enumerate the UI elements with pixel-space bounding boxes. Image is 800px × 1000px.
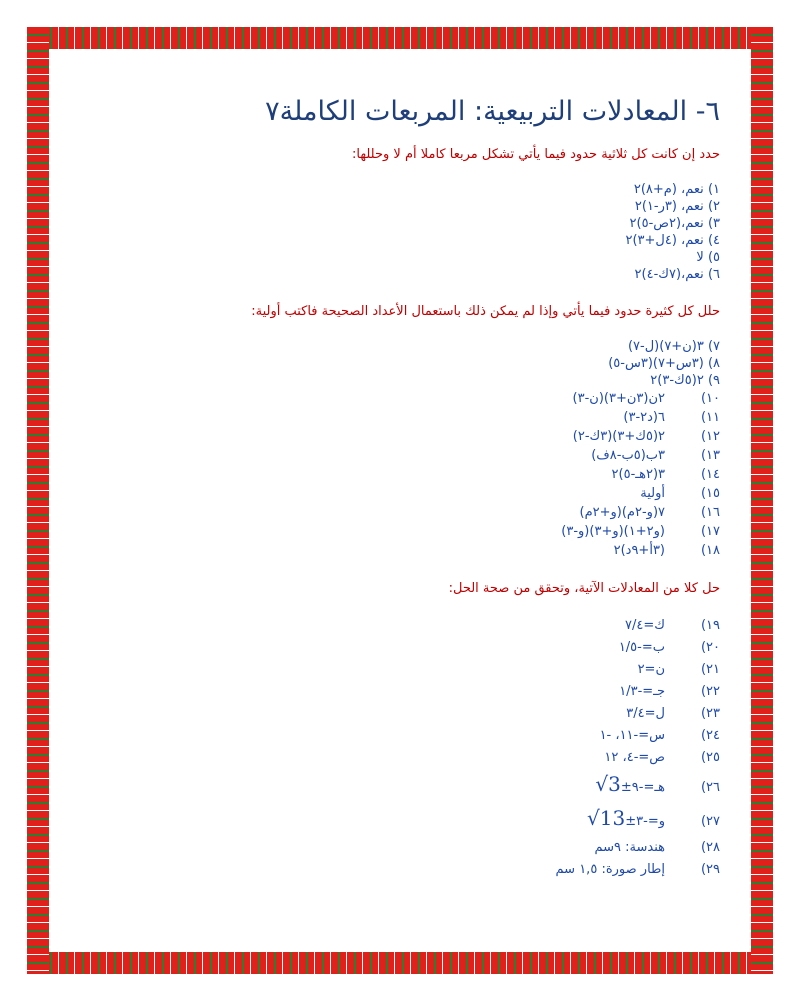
answer-22: ٢٢)جـ=-١/٣ (619, 684, 720, 699)
section-3-instruction: حل كلا من المعادلات الآتية، وتحقق من صحة الحل: (448, 581, 720, 596)
answer-4: ٤) نعم، (٤ل+٣)٢ (625, 233, 720, 248)
decorative-border-right (751, 27, 773, 974)
answer-15: ١٥)أولية (640, 486, 720, 501)
answer-8: ٨) (٣س+٧)(٣س-٥) (608, 356, 720, 371)
radical-3: √3 (595, 772, 621, 796)
answer-19: ١٩)ك=٧/٤ (625, 618, 720, 633)
radical-13: √13 (587, 806, 626, 830)
answer-28: ٢٨)هندسة: ٩سم (594, 840, 720, 855)
answer-26: ٢٦)هـ=-٩±√3 (595, 772, 720, 796)
answer-5: ٥) لا (696, 250, 720, 265)
answer-25: ٢٥)ص=-٤، ١٢ (604, 750, 720, 765)
answer-6: ٦) نعم،(٧ك-٤)٢ (634, 267, 720, 282)
page-title: ٦- المعادلات التربيعية: المربعات الكاملة٧ (265, 96, 720, 127)
answer-16: ١٦)٧(و-٢م)(و+٢م) (579, 505, 720, 520)
answer-10: ١٠)٢ن(٣ن+٣)(ن-٣) (572, 391, 720, 406)
answer-7: ٧) ٣(ن+٧)(ل-٧) (627, 339, 720, 354)
answer-23: ٢٣)ل=٣/٤ (626, 706, 720, 721)
answer-24: ٢٤)س=-١١، -١ (599, 728, 720, 743)
section-2-instruction: حلل كل كثيرة حدود فيما يأتي وإذا لم يمكن ذلك باستعمال الأعداد الصحيحة فاكتب أولية: (251, 304, 720, 319)
answer-27: ٢٧)و=-٣±√13 (587, 806, 720, 830)
answer-29: ٢٩)إطار صورة: ١,٥ سم (555, 862, 720, 877)
answer-12: ١٢)٢(٥ك+٣)(٣ك-٢) (572, 429, 720, 444)
answer-1: ١) نعم، (م+٨)٢ (633, 182, 720, 197)
answer-2: ٢) نعم، (٣ر-١)٢ (634, 199, 720, 214)
answer-18: ١٨)(٣أ+٩د)٢ (613, 543, 720, 558)
decorative-border-top (27, 27, 773, 49)
answer-14: ١٤)٣(٢هـ-٥)٢ (611, 467, 720, 482)
answer-3: ٣) نعم،(٢ص-٥)٢ (629, 216, 720, 231)
decorative-border-bottom (27, 952, 773, 974)
answer-20: ٢٠)ب=-١/٥ (618, 640, 720, 655)
answer-key-content (80, 70, 720, 930)
answer-21: ٢١)ن=٢ (637, 662, 720, 677)
answer-9: ٩) ٢(٥ك-٣)٢ (650, 373, 720, 388)
answer-11: ١١)٦(د٢-٣) (623, 410, 720, 425)
answer-17: ١٧)(و٢+١)(و+٣)(و-٣) (561, 524, 720, 539)
decorative-border-left (27, 27, 49, 974)
section-1-instruction: حدد إن كانت كل ثلاثية حدود فيما يأتي تشكل مربعا كاملا أم لا وحللها: (352, 147, 720, 162)
answer-13: ١٣)٣ب(٥ب-٨ف) (591, 448, 720, 463)
